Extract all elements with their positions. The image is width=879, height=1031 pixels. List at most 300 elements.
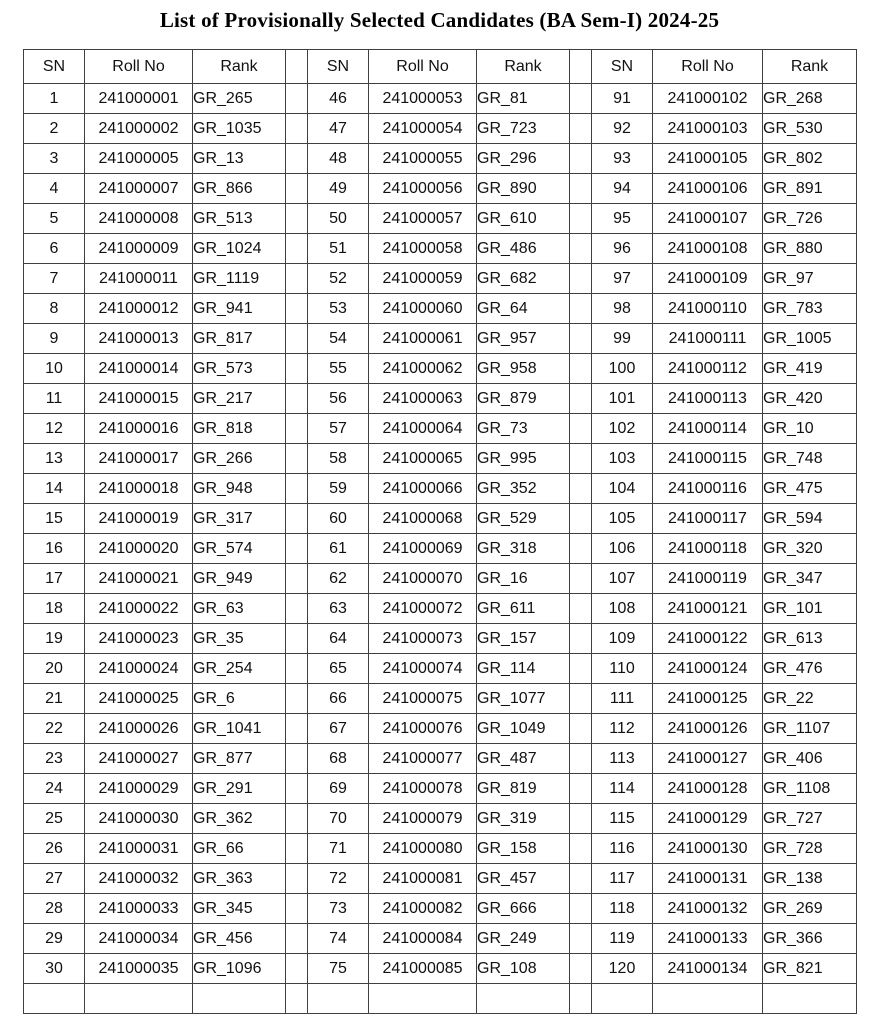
spacer-cell	[570, 564, 592, 594]
spacer-cell	[286, 864, 308, 894]
sn-cell: 99	[592, 324, 653, 354]
sn-cell: 7	[24, 264, 85, 294]
rank-cell: GR_879	[477, 384, 570, 414]
sn-cell: 25	[24, 804, 85, 834]
roll-no-cell: 241000069	[369, 534, 477, 564]
table-row	[24, 534, 857, 564]
sn-cell: 113	[592, 744, 653, 774]
rank-cell: GR_317	[193, 504, 286, 534]
sn-cell: 26	[24, 834, 85, 864]
roll-no-cell: 241000005	[85, 144, 193, 174]
rank-cell: GR_16	[477, 564, 570, 594]
sn-cell: 62	[308, 564, 369, 594]
spacer-cell	[570, 294, 592, 324]
header-sn: SN	[592, 50, 653, 84]
rank-cell: GR_420	[763, 384, 857, 414]
sn-cell: 74	[308, 924, 369, 954]
sn-cell: 107	[592, 564, 653, 594]
roll-no-cell: 241000114	[653, 414, 763, 444]
roll-no-cell: 241000126	[653, 714, 763, 744]
sn-cell: 2	[24, 114, 85, 144]
roll-no-cell: 241000125	[653, 684, 763, 714]
roll-no-cell: 241000057	[369, 204, 477, 234]
roll-no-cell: 241000072	[369, 594, 477, 624]
rank-cell: GR_269	[763, 894, 857, 924]
sn-cell: 73	[308, 894, 369, 924]
spacer-cell	[286, 774, 308, 804]
roll-no-cell: 241000061	[369, 324, 477, 354]
sn-cell: 52	[308, 264, 369, 294]
table-row	[24, 84, 857, 114]
roll-no-cell: 241000111	[653, 324, 763, 354]
rank-cell: GR_802	[763, 144, 857, 174]
table-row	[24, 984, 857, 1014]
sn-cell: 23	[24, 744, 85, 774]
table-header	[24, 50, 857, 84]
spacer-cell	[570, 474, 592, 504]
rank-cell: GR_1024	[193, 234, 286, 264]
sn-cell: 95	[592, 204, 653, 234]
roll-no-cell: 241000015	[85, 384, 193, 414]
roll-no-cell	[653, 984, 763, 1014]
sn-cell: 110	[592, 654, 653, 684]
rank-cell: GR_320	[763, 534, 857, 564]
sn-cell: 10	[24, 354, 85, 384]
roll-no-cell: 241000011	[85, 264, 193, 294]
roll-no-cell: 241000058	[369, 234, 477, 264]
sn-cell: 118	[592, 894, 653, 924]
sn-cell: 57	[308, 414, 369, 444]
table-row	[24, 714, 857, 744]
roll-no-cell: 241000008	[85, 204, 193, 234]
sn-cell: 20	[24, 654, 85, 684]
roll-no-cell: 241000007	[85, 174, 193, 204]
document-page	[0, 7, 879, 1014]
roll-no-cell: 241000080	[369, 834, 477, 864]
roll-no-cell: 241000082	[369, 894, 477, 924]
sn-cell: 91	[592, 84, 653, 114]
rank-cell: GR_613	[763, 624, 857, 654]
rank-cell: GR_352	[477, 474, 570, 504]
table-row	[24, 744, 857, 774]
roll-no-cell: 241000013	[85, 324, 193, 354]
sn-cell: 24	[24, 774, 85, 804]
roll-no-cell: 241000117	[653, 504, 763, 534]
sn-cell: 1	[24, 84, 85, 114]
table-row	[24, 864, 857, 894]
roll-no-cell: 241000075	[369, 684, 477, 714]
rank-cell: GR_366	[763, 924, 857, 954]
spacer-cell	[570, 864, 592, 894]
roll-no-cell: 241000018	[85, 474, 193, 504]
sn-cell: 102	[592, 414, 653, 444]
rank-cell: GR_783	[763, 294, 857, 324]
sn-cell: 61	[308, 534, 369, 564]
header-roll-no: Roll No	[653, 50, 763, 84]
spacer-cell	[286, 414, 308, 444]
sn-cell: 70	[308, 804, 369, 834]
spacer-cell	[570, 444, 592, 474]
sn-cell: 72	[308, 864, 369, 894]
sn-cell: 54	[308, 324, 369, 354]
rank-cell: GR_573	[193, 354, 286, 384]
table-row	[24, 834, 857, 864]
sn-cell: 53	[308, 294, 369, 324]
table-body	[24, 84, 857, 1014]
table-row	[24, 654, 857, 684]
header-rank: Rank	[763, 50, 857, 84]
roll-no-cell: 241000079	[369, 804, 477, 834]
table-row	[24, 144, 857, 174]
sn-cell: 116	[592, 834, 653, 864]
sn-cell: 11	[24, 384, 85, 414]
rank-cell: GR_726	[763, 204, 857, 234]
roll-no-cell: 241000113	[653, 384, 763, 414]
sn-cell: 49	[308, 174, 369, 204]
roll-no-cell: 241000027	[85, 744, 193, 774]
sn-cell: 117	[592, 864, 653, 894]
spacer-cell	[570, 924, 592, 954]
rank-cell: GR_268	[763, 84, 857, 114]
roll-no-cell: 241000060	[369, 294, 477, 324]
spacer-cell	[570, 984, 592, 1014]
rank-cell: GR_73	[477, 414, 570, 444]
roll-no-cell: 241000109	[653, 264, 763, 294]
roll-no-cell: 241000025	[85, 684, 193, 714]
sn-cell: 56	[308, 384, 369, 414]
rank-cell: GR_723	[477, 114, 570, 144]
sn-cell: 16	[24, 534, 85, 564]
spacer-cell	[286, 984, 308, 1014]
rank-cell: GR_217	[193, 384, 286, 414]
sn-cell: 27	[24, 864, 85, 894]
rank-cell	[193, 984, 286, 1014]
rank-cell: GR_880	[763, 234, 857, 264]
rank-cell: GR_254	[193, 654, 286, 684]
spacer-cell	[570, 654, 592, 684]
roll-no-cell: 241000132	[653, 894, 763, 924]
table-row	[24, 324, 857, 354]
roll-no-cell: 241000026	[85, 714, 193, 744]
roll-no-cell: 241000032	[85, 864, 193, 894]
table-row	[24, 234, 857, 264]
sn-cell: 22	[24, 714, 85, 744]
rank-cell: GR_1107	[763, 714, 857, 744]
roll-no-cell: 241000017	[85, 444, 193, 474]
roll-no-cell: 241000078	[369, 774, 477, 804]
spacer-cell	[570, 114, 592, 144]
header-sn: SN	[308, 50, 369, 84]
sn-cell: 93	[592, 144, 653, 174]
sn-cell: 114	[592, 774, 653, 804]
sn-cell: 115	[592, 804, 653, 834]
sn-cell: 101	[592, 384, 653, 414]
spacer-cell	[570, 894, 592, 924]
rank-cell: GR_66	[193, 834, 286, 864]
sn-cell: 64	[308, 624, 369, 654]
roll-no-cell: 241000105	[653, 144, 763, 174]
roll-no-cell: 241000119	[653, 564, 763, 594]
spacer-cell	[286, 294, 308, 324]
roll-no-cell: 241000030	[85, 804, 193, 834]
rank-cell: GR_266	[193, 444, 286, 474]
rank-cell: GR_821	[763, 954, 857, 984]
rank-cell: GR_81	[477, 84, 570, 114]
rank-cell: GR_666	[477, 894, 570, 924]
sn-cell: 55	[308, 354, 369, 384]
roll-no-cell: 241000001	[85, 84, 193, 114]
spacer-cell	[286, 84, 308, 114]
spacer-cell	[570, 50, 592, 84]
roll-no-cell: 241000130	[653, 834, 763, 864]
rank-cell: GR_574	[193, 534, 286, 564]
table-row	[24, 504, 857, 534]
table-row	[24, 414, 857, 444]
spacer-cell	[286, 324, 308, 354]
header-sn: SN	[24, 50, 85, 84]
sn-cell: 96	[592, 234, 653, 264]
sn-cell: 19	[24, 624, 85, 654]
rank-cell: GR_319	[477, 804, 570, 834]
roll-no-cell: 241000129	[653, 804, 763, 834]
sn-cell: 92	[592, 114, 653, 144]
roll-no-cell: 241000031	[85, 834, 193, 864]
sn-cell: 5	[24, 204, 85, 234]
sn-cell: 3	[24, 144, 85, 174]
sn-cell: 28	[24, 894, 85, 924]
spacer-cell	[570, 174, 592, 204]
spacer-cell	[286, 174, 308, 204]
rank-cell: GR_957	[477, 324, 570, 354]
sn-cell: 120	[592, 954, 653, 984]
rank-cell: GR_1041	[193, 714, 286, 744]
roll-no-cell	[369, 984, 477, 1014]
spacer-cell	[570, 384, 592, 414]
rank-cell: GR_529	[477, 504, 570, 534]
rank-cell: GR_995	[477, 444, 570, 474]
sn-cell: 18	[24, 594, 85, 624]
roll-no-cell: 241000122	[653, 624, 763, 654]
table-row	[24, 624, 857, 654]
roll-no-cell: 241000055	[369, 144, 477, 174]
rank-cell: GR_728	[763, 834, 857, 864]
rank-cell: GR_101	[763, 594, 857, 624]
spacer-cell	[570, 324, 592, 354]
rank-cell: GR_891	[763, 174, 857, 204]
sn-cell: 69	[308, 774, 369, 804]
roll-no-cell: 241000134	[653, 954, 763, 984]
rank-cell: GR_157	[477, 624, 570, 654]
roll-no-cell: 241000053	[369, 84, 477, 114]
roll-no-cell: 241000106	[653, 174, 763, 204]
rank-cell: GR_866	[193, 174, 286, 204]
roll-no-cell: 241000065	[369, 444, 477, 474]
rank-cell: GR_108	[477, 954, 570, 984]
spacer-cell	[286, 684, 308, 714]
table-row	[24, 594, 857, 624]
rank-cell	[763, 984, 857, 1014]
table-row	[24, 354, 857, 384]
rank-cell: GR_13	[193, 144, 286, 174]
table-row	[24, 294, 857, 324]
sn-cell: 59	[308, 474, 369, 504]
spacer-cell	[570, 144, 592, 174]
rank-cell: GR_64	[477, 294, 570, 324]
roll-no-cell: 241000081	[369, 864, 477, 894]
rank-cell: GR_817	[193, 324, 286, 354]
rank-cell: GR_1108	[763, 774, 857, 804]
roll-no-cell: 241000029	[85, 774, 193, 804]
roll-no-cell: 241000059	[369, 264, 477, 294]
sn-cell: 51	[308, 234, 369, 264]
table-row	[24, 924, 857, 954]
table-row	[24, 774, 857, 804]
spacer-cell	[286, 594, 308, 624]
spacer-cell	[570, 264, 592, 294]
table-row	[24, 114, 857, 144]
roll-no-cell: 241000016	[85, 414, 193, 444]
roll-no-cell: 241000062	[369, 354, 477, 384]
roll-no-cell: 241000084	[369, 924, 477, 954]
rank-cell: GR_610	[477, 204, 570, 234]
spacer-cell	[286, 834, 308, 864]
header-roll-no: Roll No	[369, 50, 477, 84]
spacer-cell	[570, 354, 592, 384]
roll-no-cell: 241000034	[85, 924, 193, 954]
sn-cell: 66	[308, 684, 369, 714]
rank-cell: GR_594	[763, 504, 857, 534]
sn-cell: 68	[308, 744, 369, 774]
spacer-cell	[286, 144, 308, 174]
roll-no-cell: 241000085	[369, 954, 477, 984]
spacer-cell	[286, 384, 308, 414]
rank-cell: GR_97	[763, 264, 857, 294]
rank-cell: GR_363	[193, 864, 286, 894]
sn-cell: 17	[24, 564, 85, 594]
sn-cell: 46	[308, 84, 369, 114]
roll-no-cell: 241000068	[369, 504, 477, 534]
sn-cell: 13	[24, 444, 85, 474]
rank-cell: GR_265	[193, 84, 286, 114]
rank-cell: GR_948	[193, 474, 286, 504]
spacer-cell	[286, 894, 308, 924]
header-rank: Rank	[193, 50, 286, 84]
roll-no-cell: 241000112	[653, 354, 763, 384]
table-row	[24, 894, 857, 924]
spacer-cell	[570, 954, 592, 984]
spacer-cell	[286, 954, 308, 984]
rank-cell: GR_406	[763, 744, 857, 774]
table-row	[24, 444, 857, 474]
roll-no-cell: 241000035	[85, 954, 193, 984]
sn-cell: 109	[592, 624, 653, 654]
header-row	[24, 50, 857, 84]
rank-cell: GR_487	[477, 744, 570, 774]
roll-no-cell: 241000074	[369, 654, 477, 684]
sn-cell: 98	[592, 294, 653, 324]
roll-no-cell: 241000033	[85, 894, 193, 924]
rank-cell: GR_476	[763, 654, 857, 684]
rank-cell: GR_10	[763, 414, 857, 444]
rank-cell: GR_486	[477, 234, 570, 264]
sn-cell: 15	[24, 504, 85, 534]
roll-no-cell: 241000116	[653, 474, 763, 504]
roll-no-cell: 241000077	[369, 744, 477, 774]
rank-cell: GR_249	[477, 924, 570, 954]
table-row	[24, 174, 857, 204]
sn-cell: 103	[592, 444, 653, 474]
sn-cell: 75	[308, 954, 369, 984]
sn-cell: 6	[24, 234, 85, 264]
rank-cell: GR_1077	[477, 684, 570, 714]
roll-no-cell: 241000107	[653, 204, 763, 234]
rank-cell: GR_727	[763, 804, 857, 834]
header-roll-no: Roll No	[85, 50, 193, 84]
sn-cell: 106	[592, 534, 653, 564]
roll-no-cell: 241000064	[369, 414, 477, 444]
roll-no-cell: 241000066	[369, 474, 477, 504]
spacer-cell	[286, 744, 308, 774]
spacer-cell	[286, 564, 308, 594]
spacer-cell	[570, 204, 592, 234]
roll-no-cell: 241000131	[653, 864, 763, 894]
rank-cell: GR_158	[477, 834, 570, 864]
spacer-cell	[570, 714, 592, 744]
roll-no-cell: 241000070	[369, 564, 477, 594]
rank-cell: GR_347	[763, 564, 857, 594]
spacer-cell	[286, 264, 308, 294]
spacer-cell	[286, 444, 308, 474]
rank-cell: GR_530	[763, 114, 857, 144]
spacer-cell	[286, 234, 308, 264]
spacer-cell	[286, 474, 308, 504]
roll-no-cell: 241000076	[369, 714, 477, 744]
roll-no-cell: 241000020	[85, 534, 193, 564]
roll-no-cell: 241000063	[369, 384, 477, 414]
roll-no-cell: 241000009	[85, 234, 193, 264]
sn-cell: 29	[24, 924, 85, 954]
rank-cell: GR_877	[193, 744, 286, 774]
sn-cell: 50	[308, 204, 369, 234]
sn-cell: 104	[592, 474, 653, 504]
sn-cell: 48	[308, 144, 369, 174]
table-row	[24, 264, 857, 294]
roll-no-cell: 241000102	[653, 84, 763, 114]
roll-no-cell: 241000054	[369, 114, 477, 144]
roll-no-cell: 241000118	[653, 534, 763, 564]
sn-cell	[592, 984, 653, 1014]
sn-cell: 111	[592, 684, 653, 714]
rank-cell: GR_457	[477, 864, 570, 894]
sn-cell: 100	[592, 354, 653, 384]
spacer-cell	[286, 624, 308, 654]
rank-cell: GR_941	[193, 294, 286, 324]
rank-cell: GR_362	[193, 804, 286, 834]
roll-no-cell: 241000124	[653, 654, 763, 684]
sn-cell: 112	[592, 714, 653, 744]
spacer-cell	[570, 624, 592, 654]
rank-cell: GR_818	[193, 414, 286, 444]
spacer-cell	[286, 714, 308, 744]
roll-no-cell: 241000110	[653, 294, 763, 324]
sn-cell: 97	[592, 264, 653, 294]
table-row	[24, 684, 857, 714]
roll-no-cell: 241000133	[653, 924, 763, 954]
table-row	[24, 384, 857, 414]
roll-no-cell: 241000022	[85, 594, 193, 624]
rank-cell: GR_682	[477, 264, 570, 294]
roll-no-cell: 241000024	[85, 654, 193, 684]
